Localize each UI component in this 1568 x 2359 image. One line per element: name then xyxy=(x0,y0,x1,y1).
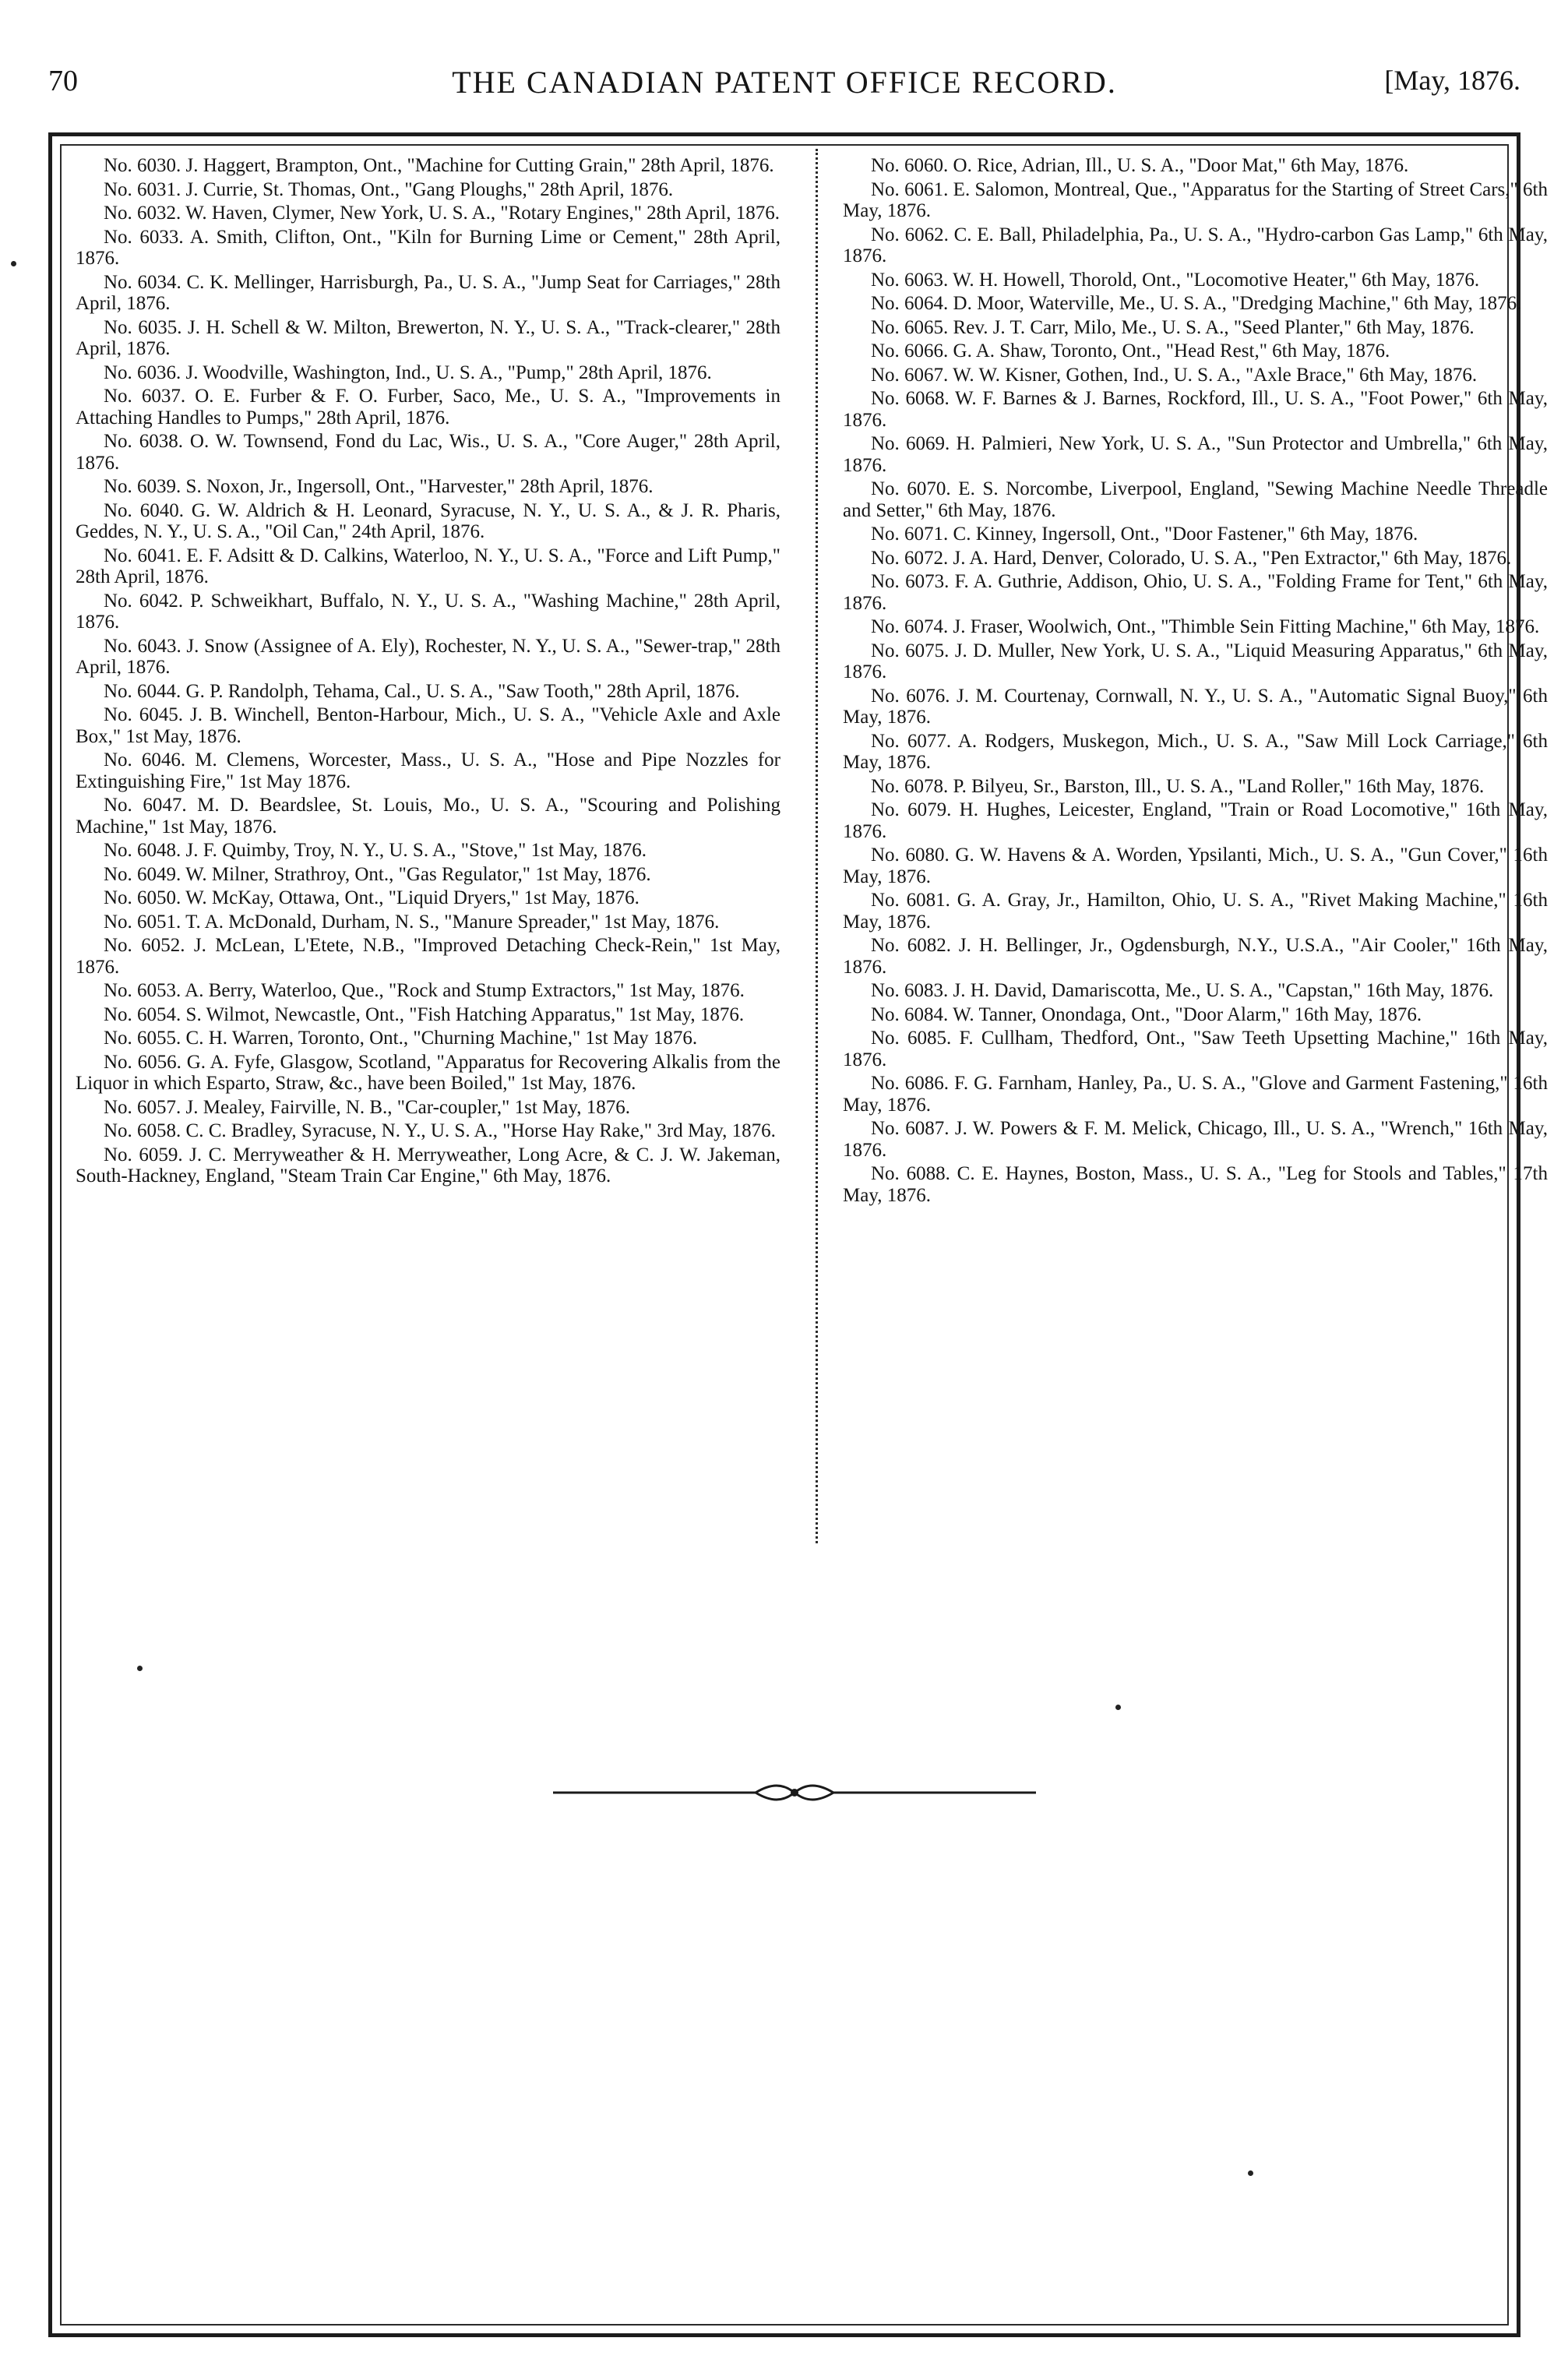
patent-entry: No. 6069. H. Palmieri, New York, U. S. A., "Sun Protector and Umbrella," 6th May, 1876. xyxy=(843,433,1548,476)
patent-entry: No. 6088. C. E. Haynes, Boston, Mass., U. S. A., "Leg for Stools and Tables," 17th May, 1876. xyxy=(843,1163,1548,1206)
patent-entry: No. 6087. J. W. Powers & F. M. Melick, Chicago, Ill., U. S. A., "Wrench," 16th May, 1876. xyxy=(843,1118,1548,1161)
patent-entry: No. 6079. H. Hughes, Leicester, England, "Train or Road Locomotive," 16th May, 1876. xyxy=(843,799,1548,842)
patent-entry: No. 6043. J. Snow (Assignee of A. Ely), Rochester, N. Y., U. S. A., "Sewer-trap," 28th April, 1876. xyxy=(76,635,780,678)
patent-entry: No. 6038. O. W. Townsend, Fond du Lac, Wis., U. S. A., "Core Auger," 28th April, 1876. xyxy=(76,431,780,474)
patent-entry: No. 6041. E. F. Adsitt & D. Calkins, Waterloo, N. Y., U. S. A., "Force and Lift Pump," 28th April, 1876. xyxy=(76,545,780,587)
patent-entry: No. 6033. A. Smith, Clifton, Ont., "Kiln for Burning Lime or Cement," 28th April, 1876. xyxy=(76,226,780,269)
patent-entry: No. 6030. J. Haggert, Brampton, Ont., "Machine for Cutting Grain," 28th April, 1876. xyxy=(104,155,774,176)
patent-entry: No. 6031. J. Currie, St. Thomas, Ont., "Gang Ploughs," 28th April, 1876. xyxy=(104,178,674,200)
publication-title: THE CANADIAN PATENT OFFICE RECORD. xyxy=(452,65,1117,100)
patent-entry: No. 6065. Rev. J. T. Carr, Milo, Me., U. S. A., "Seed Planter," 6th May, 1876. xyxy=(871,316,1475,338)
patent-entry: No. 6050. W. McKay, Ottawa, Ont., "Liquid Dryers," 1st May, 1876. xyxy=(104,887,640,908)
patent-entry: No. 6078. P. Bilyeu, Sr., Barston, Ill., U. S. A., "Land Roller," 16th May, 1876. xyxy=(871,775,1485,797)
patent-entry: No. 6084. W. Tanner, Onondaga, Ont., "Door Alarm," 16th May, 1876. xyxy=(871,1003,1422,1025)
stray-mark xyxy=(11,261,16,266)
patent-entry: No. 6066. G. A. Shaw, Toronto, Ont., "Head Rest," 6th May, 1876. xyxy=(871,340,1390,361)
patent-entry: No. 6071. C. Kinney, Ingersoll, Ont., "Door Fastener," 6th May, 1876. xyxy=(871,524,1418,545)
patent-entry: No. 6052. J. McLean, L'Etete, N.B., "Improved Detaching Check-Rein," 1st May, 1876. xyxy=(76,935,780,978)
patent-entry: No. 6057. J. Mealey, Fairville, N. B., "Car-coupler," 1st May, 1876. xyxy=(104,1096,630,1118)
stray-mark xyxy=(1115,1705,1121,1710)
patent-entry: No. 6039. S. Noxon, Jr., Ingersoll, Ont., "Harvester," 28th April, 1876. xyxy=(104,476,654,497)
patent-entry: No. 6059. J. C. Merryweather & H. Merryweather, Long Acre, & C. J. W. Jakeman, South-Hackney, England, "Steam Train Car Engine," 6th May, 1876. xyxy=(76,1144,780,1187)
page-header xyxy=(48,64,1520,114)
patent-entry: No. 6068. W. F. Barnes & J. Barnes, Rockford, Ill., U. S. A., "Foot Power," 6th May, 1876. xyxy=(843,388,1548,431)
patent-entry: No. 6086. F. G. Farnham, Hanley, Pa., U. S. A., "Glove and Garment Fastening," 16th May, 1876. xyxy=(843,1073,1548,1116)
patent-entry: No. 6080. G. W. Havens & A. Worden, Ypsilanti, Mich., U. S. A., "Gun Cover," 16th May, 1876. xyxy=(843,845,1548,887)
patent-entry: No. 6074. J. Fraser, Woolwich, Ont., "Thimble Sein Fitting Machine," 6th May, 1876. xyxy=(871,616,1540,637)
patent-entry: No. 6054. S. Wilmot, Newcastle, Ont., "Fish Hatching Apparatus," 1st May, 1876. xyxy=(104,1003,745,1025)
patent-entry: No. 6062. C. E. Ball, Philadelphia, Pa., U. S. A., "Hydro-carbon Gas Lamp," 6th May, 1876. xyxy=(843,224,1548,266)
stray-mark xyxy=(1248,2170,1253,2176)
patent-entry: No. 6085. F. Cullham, Thedford, Ont., "Saw Teeth Upsetting Machine," 16th May, 1876. xyxy=(843,1028,1548,1070)
patent-entry: No. 6070. E. S. Norcombe, Liverpool, England, "Sewing Machine Needle Threadle and Setter," 6th May, 1876. xyxy=(843,478,1548,521)
right-column xyxy=(843,155,1548,1208)
patent-entry: No. 6067. W. W. Kisner, Gothen, Ind., U. S. A., "Axle Brace," 6th May, 1876. xyxy=(871,364,1478,386)
patent-entry: No. 6048. J. F. Quimby, Troy, N. Y., U. S. A., "Stove," 1st May, 1876. xyxy=(104,840,647,861)
patent-entry: No. 6045. J. B. Winchell, Benton-Harbour, Mich., U. S. A., "Vehicle Axle and Axle Box," 1st May, 1876. xyxy=(76,704,780,747)
patent-entry: No. 6081. G. A. Gray, Jr., Hamilton, Ohio, U. S. A., "Rivet Making Machine," 16th May, 1876. xyxy=(843,890,1548,933)
patent-entry: No. 6034. C. K. Mellinger, Harrisburgh, Pa., U. S. A., "Jump Seat for Carriages," 28th April, 1876. xyxy=(76,271,780,314)
page-number: 70 xyxy=(48,65,78,97)
column-divider xyxy=(816,149,818,1543)
patent-entry: No. 6037. O. E. Furber & F. O. Furber, Saco, Me., U. S. A., "Improvements in Attaching Handles to Pumps," 28th April, 1876. xyxy=(76,386,780,428)
issue-date: [May, 1876. xyxy=(1384,65,1520,96)
stray-mark xyxy=(137,1666,143,1671)
patent-entry: No. 6082. J. H. Bellinger, Jr., Ogdensburgh, N.Y., U.S.A., "Air Cooler," 16th May, 1876. xyxy=(843,935,1548,978)
left-column xyxy=(76,155,780,1190)
patent-entry: No. 6056. G. A. Fyfe, Glasgow, Scotland, "Apparatus for Recovering Alkalis from the Liquor in which Esparto, Straw, &c., have been Boiled," 1st May, 1876. xyxy=(76,1051,780,1094)
patent-entry: No. 6076. J. M. Courtenay, Cornwall, N. Y., U. S. A., "Automatic Signal Buoy," 6th May, 1876. xyxy=(843,685,1548,728)
patent-entry: No. 6073. F. A. Guthrie, Addison, Ohio, U. S. A., "Folding Frame for Tent," 6th May, 1876. xyxy=(843,571,1548,614)
patent-entry: No. 6035. J. H. Schell & W. Milton, Brewerton, N. Y., U. S. A., "Track-clearer," 28th April, 1876. xyxy=(76,316,780,359)
patent-entry: No. 6061. E. Salomon, Montreal, Que., "Apparatus for the Starting of Street Cars," 6th May, 1876. xyxy=(843,178,1548,221)
patent-entry: No. 6040. G. W. Aldrich & H. Leonard, Syracuse, N. Y., U. S. A., & J. R. Pharis, Geddes, N. Y., U. S. A., "Oil Can," 24th April, 1876. xyxy=(76,499,780,542)
patent-entry: No. 6060. O. Rice, Adrian, Ill., U. S. A., "Door Mat," 6th May, 1876. xyxy=(871,155,1409,176)
patent-entry: No. 6046. M. Clemens, Worcester, Mass., U. S. A., "Hose and Pipe Nozzles for Extinguishing Fire," 1st May 1876. xyxy=(76,749,780,792)
patent-entry: No. 6055. C. H. Warren, Toronto, Ont., "Churning Machine," 1st May 1876. xyxy=(104,1028,698,1049)
patent-entry: No. 6047. M. D. Beardslee, St. Louis, Mo., U. S. A., "Scouring and Polishing Machine," 1st May, 1876. xyxy=(76,795,780,837)
patent-entry: No. 6044. G. P. Randolph, Tehama, Cal., U. S. A., "Saw Tooth," 28th April, 1876. xyxy=(104,680,740,702)
patent-entry: No. 6042. P. Schweikhart, Buffalo, N. Y., U. S. A., "Washing Machine," 28th April, 1876. xyxy=(76,590,780,633)
patent-entry: No. 6051. T. A. McDonald, Durham, N. S., "Manure Spreader," 1st May, 1876. xyxy=(104,911,720,933)
ornamental-rule xyxy=(553,1779,1036,1807)
patent-entry: No. 6058. C. C. Bradley, Syracuse, N. Y., U. S. A., "Horse Hay Rake," 3rd May, 1876. xyxy=(104,1120,776,1141)
patent-entry: No. 6083. J. H. David, Damariscotta, Me., U. S. A., "Capstan," 16th May, 1876. xyxy=(871,980,1494,1001)
patent-entry: No. 6077. A. Rodgers, Muskegon, Mich., U. S. A., "Saw Mill Lock Carriage," 6th May, 1876. xyxy=(843,730,1548,773)
patent-entry: No. 6064. D. Moor, Waterville, Me., U. S. A., "Dredging Machine," 6th May, 1876. xyxy=(871,293,1522,314)
patent-entry: No. 6072. J. A. Hard, Denver, Colorado, U. S. A., "Pen Extractor," 6th May, 1876. xyxy=(871,547,1512,569)
page-frame xyxy=(48,132,1548,2337)
patent-entry: No. 6049. W. Milner, Strathroy, Ont., "Gas Regulator," 1st May, 1876. xyxy=(104,863,651,885)
patent-entry: No. 6036. J. Woodville, Washington, Ind., U. S. A., "Pump," 28th April, 1876. xyxy=(104,361,712,383)
patent-entry: No. 6075. J. D. Muller, New York, U. S. A., "Liquid Measuring Apparatus," 6th May, 1876. xyxy=(843,640,1548,682)
patent-entry: No. 6053. A. Berry, Waterloo, Que., "Rock and Stump Extractors," 1st May, 1876. xyxy=(104,980,745,1001)
patent-entry: No. 6063. W. H. Howell, Thorold, Ont., "Locomotive Heater," 6th May, 1876. xyxy=(871,269,1480,291)
patent-entry: No. 6032. W. Haven, Clymer, New York, U. S. A., "Rotary Engines," 28th April, 1876. xyxy=(104,203,780,224)
